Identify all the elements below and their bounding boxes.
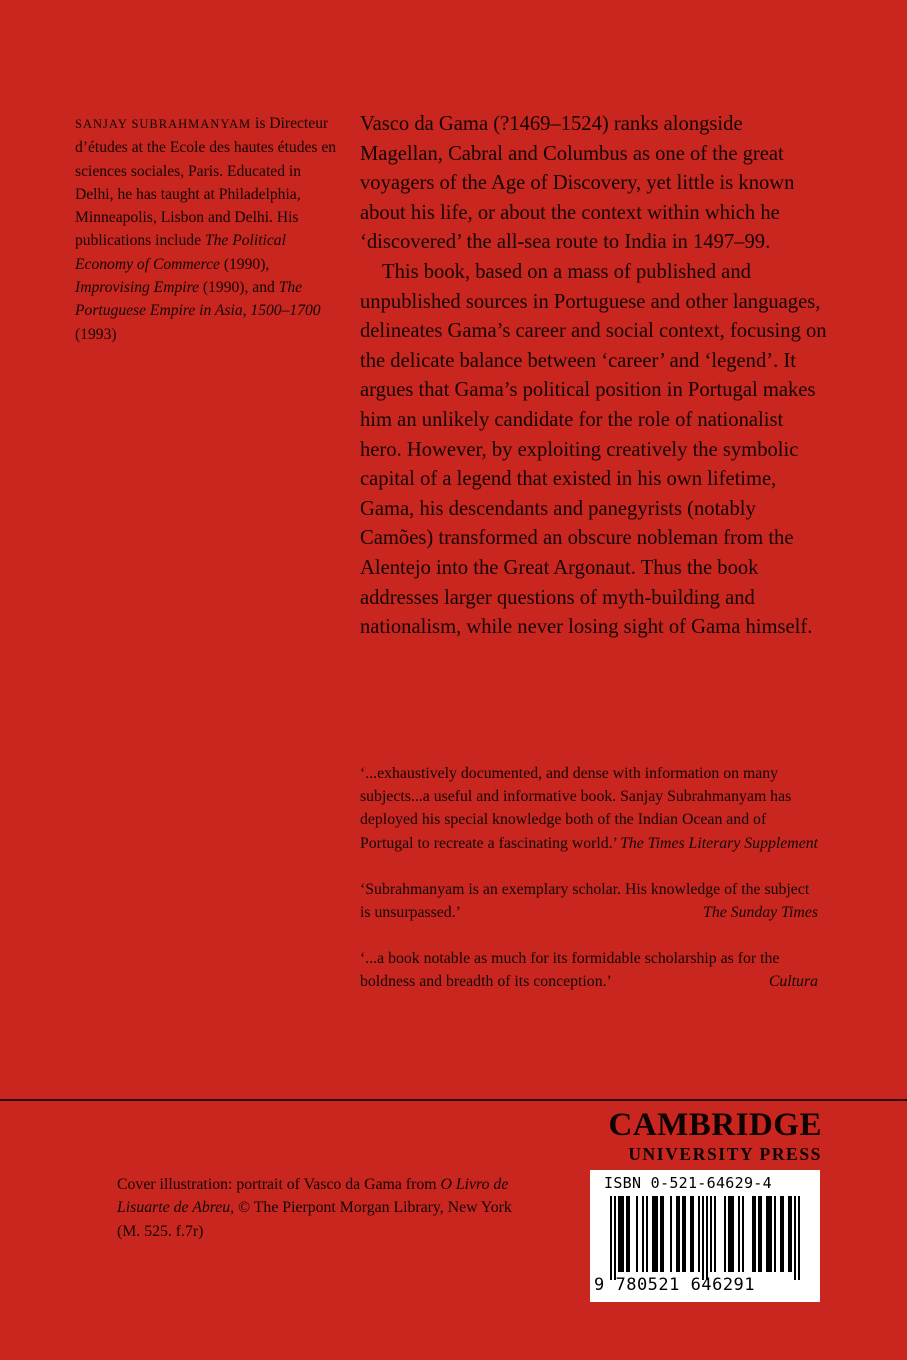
barcode-bar bbox=[702, 1196, 704, 1280]
barcode-bar bbox=[770, 1196, 772, 1272]
review bbox=[360, 762, 818, 855]
review bbox=[360, 947, 818, 993]
barcode-bar bbox=[766, 1196, 768, 1272]
divider-line bbox=[0, 1099, 907, 1101]
barcode-bar bbox=[654, 1196, 656, 1272]
barcode-bar bbox=[752, 1196, 754, 1272]
book-description bbox=[360, 110, 828, 643]
barcode-bar bbox=[728, 1196, 730, 1272]
description-paragraph-1: Vasco da Gama (?1469–1524) ranks alongside Magellan, Cabral and Columbus as one of the great voyagers of the Age of Discovery, yet little is known about his life, or about the context within which he ‘discovered’ the all-sea route to India in 1497–99. bbox=[360, 113, 795, 254]
barcode-bar bbox=[758, 1196, 760, 1272]
barcode-bar bbox=[614, 1196, 616, 1280]
barcode-panel bbox=[590, 1170, 820, 1302]
review-source: The Sunday Times bbox=[703, 904, 818, 922]
barcode-bar bbox=[724, 1196, 726, 1272]
review-quote: ‘...exhaustively documented, and dense with information on many subjects...a useful and informative book. Sanjay Subrahmanyam has deployed his special knowledge both of the Indian Ocean and of Portugal to recreate a fascinating world.’ bbox=[360, 765, 792, 852]
barcode-bar bbox=[690, 1196, 692, 1272]
barcode-bar bbox=[642, 1196, 644, 1272]
barcode-bar bbox=[620, 1196, 622, 1272]
barcode-bar bbox=[730, 1196, 732, 1272]
bio-text-4: (1993) bbox=[75, 325, 117, 343]
publisher-subtitle: UNIVERSITY PRESS bbox=[628, 1144, 822, 1164]
barcode-bar bbox=[774, 1196, 776, 1272]
barcode-bar bbox=[742, 1196, 744, 1272]
barcode-bar bbox=[610, 1196, 612, 1280]
cover-credit-book: O Livro de Lisuarte de Abreu bbox=[117, 1176, 509, 1217]
bio-book-3: The Portuguese Empire in Asia, 1500–1700 bbox=[75, 279, 321, 320]
barcode-bar bbox=[754, 1196, 756, 1272]
barcode-bar bbox=[768, 1196, 770, 1272]
publisher-logo bbox=[586, 1106, 822, 1164]
bio-book-2: Improvising Empire bbox=[75, 279, 200, 297]
barcode-bar bbox=[790, 1196, 792, 1272]
barcode-bar bbox=[646, 1196, 648, 1272]
review bbox=[360, 878, 818, 924]
barcode-bar bbox=[652, 1196, 654, 1272]
barcode-bar bbox=[714, 1196, 716, 1272]
barcode-bar bbox=[698, 1196, 700, 1272]
barcode-bar bbox=[682, 1196, 684, 1272]
barcode-bar bbox=[684, 1196, 686, 1272]
cover-credit-text-1: Cover illustration: portrait of Vasco da Gama from bbox=[117, 1176, 441, 1193]
barcode-bar bbox=[660, 1196, 662, 1272]
description-paragraph-2: This book, based on a mass of published and unpublished sources in Portuguese and other languages, delineates Gama’s career and social context, focusing on the delicate balance between ‘career’ and ‘legend’. It argues that Gama’s political position in Portugal makes him an unlikely candidate for the role of nationalist hero. However, by exploiting creatively the symbolic capital of a legend that existed in his own lifetime, Gama, his descendants and panegyrists (notably Camões) transformed an obscure nobleman from the Alentejo into the Great Argonaut. Thus the book addresses larger questions of myth-building and nationalism, while never losing sight of Gama himself. bbox=[360, 260, 827, 639]
barcode-bar bbox=[622, 1196, 624, 1272]
bio-text-1: is Directeur d’études at the Ecole des hautes études en sciences sociales, Paris. Educated in Delhi, he has taught at Philadelphia, Minneapolis, Lisbon and Delhi. His publications include bbox=[75, 115, 337, 250]
barcode-digits: 9 780521 646291 bbox=[594, 1275, 756, 1295]
barcode-bar bbox=[788, 1196, 790, 1272]
barcode-bar bbox=[618, 1196, 620, 1272]
review-quote: ‘Subrahmanyam is an exemplary scholar. His knowledge of the subject is unsurpassed.’ bbox=[360, 880, 810, 922]
barcode-bar bbox=[628, 1196, 630, 1272]
barcode-bar bbox=[706, 1196, 708, 1280]
review-quote: ‘...a book notable as much for its formidable scholarship as for the boldness and breadth of its conception.’ bbox=[360, 950, 780, 991]
bio-text-3: (1990), and bbox=[199, 279, 279, 297]
publisher-name: CAMBRIDGE bbox=[608, 1107, 822, 1143]
barcode-bar bbox=[732, 1196, 734, 1272]
review-source: Cultura bbox=[768, 973, 818, 991]
barcode-bar bbox=[662, 1196, 664, 1272]
author-name: SANJAY SUBRAHMANYAM bbox=[75, 117, 252, 131]
barcode-bar bbox=[794, 1196, 796, 1280]
bio-book-1: The Political Economy of Commerce bbox=[75, 232, 286, 273]
cover-credit-text-2: , © The Pierpont Morgan Library, New York (M. 525. f.7r) bbox=[117, 1199, 512, 1240]
barcode-bar bbox=[656, 1196, 658, 1272]
bio-text-2: (1990), bbox=[219, 255, 270, 273]
barcode-bar bbox=[626, 1196, 628, 1272]
barcode-bar bbox=[670, 1196, 672, 1272]
barcode-bar bbox=[636, 1196, 638, 1272]
barcode-bar bbox=[798, 1196, 800, 1280]
reviews bbox=[360, 762, 818, 1017]
barcode-bar bbox=[780, 1196, 782, 1272]
barcode-bar bbox=[782, 1196, 784, 1272]
review-source: The Times Literary Supplement bbox=[620, 834, 818, 852]
barcode-bar bbox=[710, 1196, 712, 1272]
barcode-bar bbox=[760, 1196, 762, 1272]
isbn-label: ISBN 0-521-64629-4 bbox=[604, 1174, 772, 1192]
barcode-bar bbox=[738, 1196, 740, 1272]
barcode-bar bbox=[676, 1196, 678, 1272]
barcode-bar bbox=[678, 1196, 680, 1272]
barcode-bar bbox=[692, 1196, 694, 1272]
cover-credit bbox=[117, 1173, 537, 1243]
author-bio bbox=[75, 112, 343, 346]
